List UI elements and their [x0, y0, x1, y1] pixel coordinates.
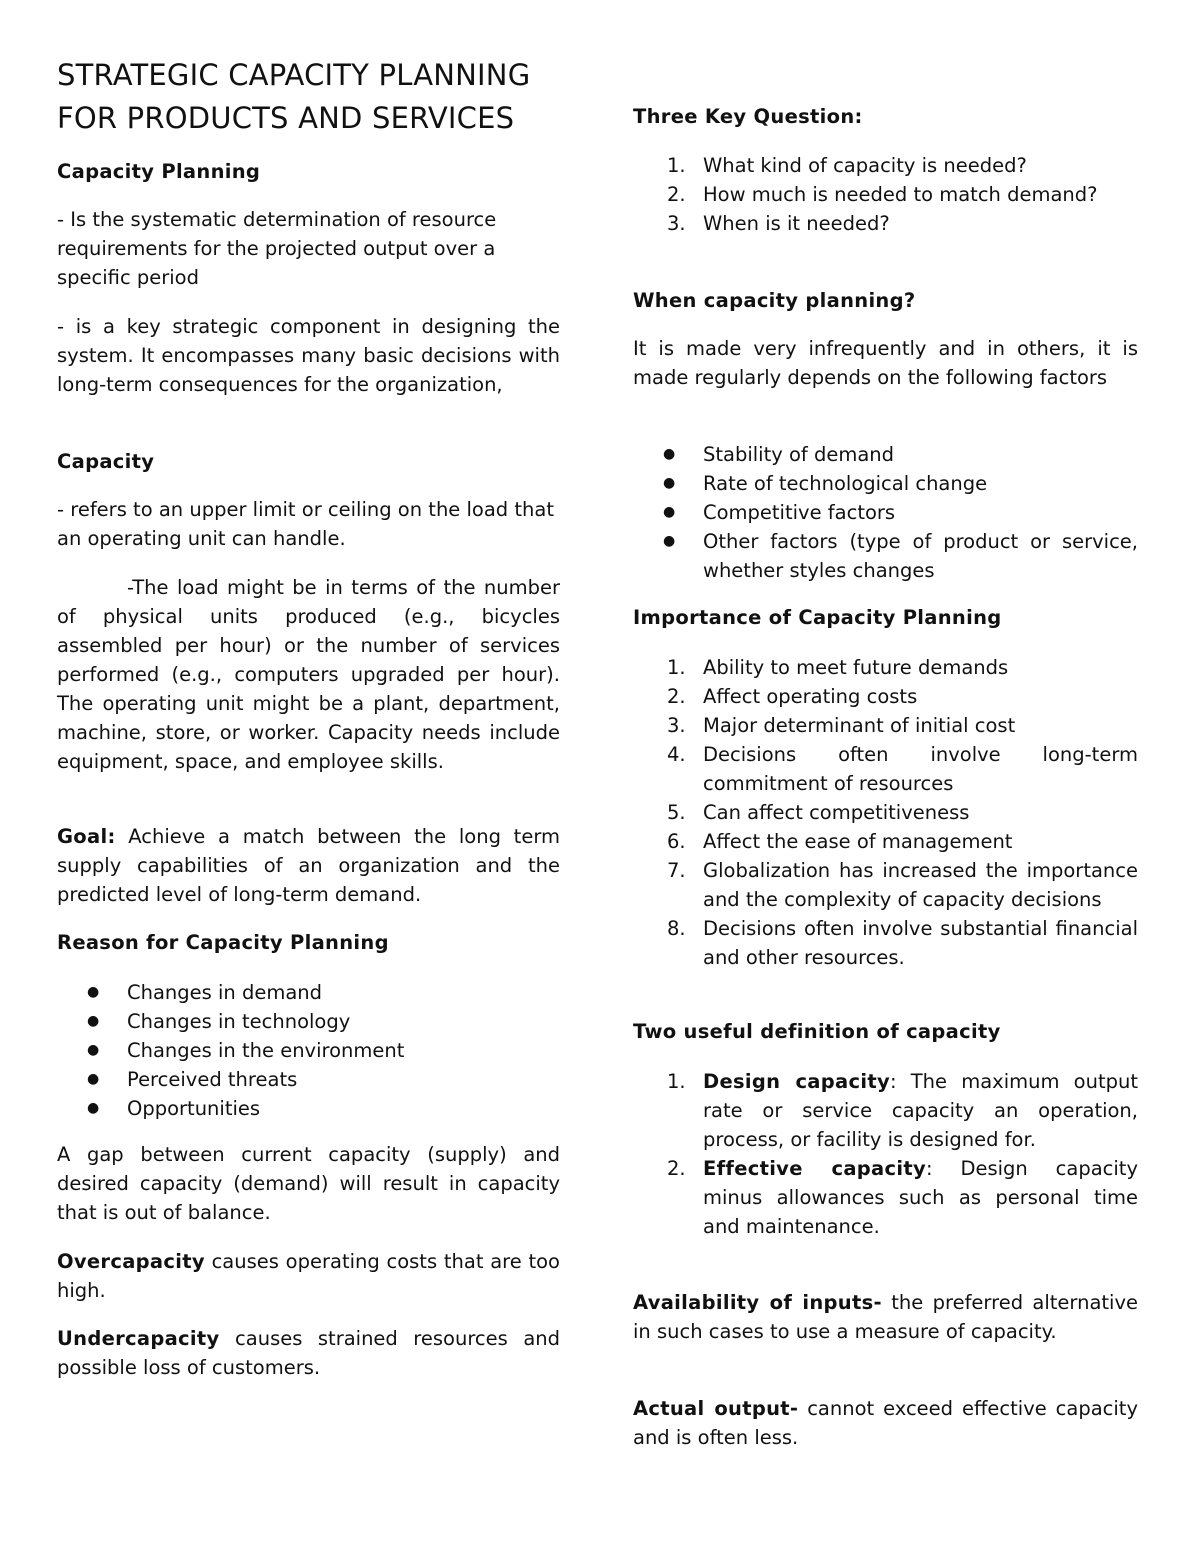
list-item: ● Perceived threats	[57, 1065, 560, 1094]
capacity-heading: Capacity	[57, 450, 155, 473]
capacity-load-description: -The load might be in terms of the number of physical units produced (e.g., bicycles assembled per hour) or the number of services performed (e.g., computers upgraded per hour). The operating unit might be a plant, department, machine, store, or worker. Capacity needs include equipment, space, and employee skills.	[57, 576, 560, 773]
capacity-planning-strategic: - is a key strategic component in designing the system. It encompasses many basic decisions with long-term consequences for the organization,	[57, 315, 560, 396]
overcapacity-text: causes operating costs that are too high.	[57, 1250, 560, 1302]
three-key-heading: Three Key Question:	[633, 105, 863, 128]
title-line-2: FOR PRODUCTS AND SERVICES	[57, 101, 515, 135]
list-item: 3. Major determinant of initial cost	[667, 714, 1016, 737]
reason-heading: Reason for Capacity Planning	[57, 931, 389, 954]
three-key-list	[633, 151, 1138, 238]
list-item: ● Changes in the environment	[57, 1036, 560, 1065]
capacity-definition: - refers to an upper limit or ceiling on the load that an operating unit can handle.	[57, 498, 554, 550]
title-line-1: STRATEGIC CAPACITY PLANNING	[57, 58, 531, 92]
actual-output-paragraph	[633, 1394, 1138, 1452]
list-item: 6. Affect the ease of management	[667, 830, 1013, 853]
list-item: 2. Affect operating costs	[667, 685, 918, 708]
list-item: ● Changes in technology	[57, 1007, 560, 1036]
availability-text: the preferred alternative in such cases to use a measure of capacity.	[633, 1291, 1139, 1343]
goal-label: Goal:	[57, 825, 116, 848]
importance-list	[633, 653, 1138, 972]
gap-paragraph: A gap between current capacity (supply) and desired capacity (demand) will result in capacity that is out of balance.	[57, 1143, 560, 1224]
undercapacity-label: Undercapacity	[57, 1327, 220, 1350]
definitions-heading: Two useful definition of capacity	[633, 1020, 1001, 1043]
list-item: ● Changes in demand	[57, 978, 560, 1007]
availability-label: Availability of inputs-	[633, 1291, 882, 1314]
list-item: ● Rate of technological change	[633, 469, 1138, 498]
list-item: ● Competitive factors	[633, 498, 1138, 527]
list-item: 1. What kind of capacity is needed?	[667, 154, 1027, 177]
reason-list	[57, 978, 560, 1123]
actual-output-label: Actual output-	[633, 1397, 799, 1420]
list-item: 5. Can affect competitiveness	[667, 801, 970, 824]
list-item: 7. Globalization has increased the importance and the complexity of capacity decisions	[667, 859, 1138, 911]
list-item: 1. Ability to meet future demands	[667, 656, 1009, 679]
when-heading: When capacity planning?	[633, 289, 916, 312]
list-item: 8. Decisions often involve substantial financial and other resources.	[667, 917, 1138, 969]
capacity-planning-definition: - Is the systematic determination of resource requirements for the projected output over a specific period	[57, 208, 497, 289]
list-item: ● Other factors (type of product or service, whether styles changes	[633, 527, 1138, 585]
importance-heading: Importance of Capacity Planning	[633, 606, 1002, 629]
overcapacity-label: Overcapacity	[57, 1250, 205, 1273]
capacity-planning-heading: Capacity Planning	[57, 160, 261, 183]
when-intro: It is made very infrequently and in others, it is made regularly depends on the following factors	[633, 337, 1138, 389]
list-item: 1. Design capacity: The maximum output rate or service capacity an operation, process, or facility is designed for.	[667, 1070, 1138, 1151]
list-item: ● Opportunities	[57, 1094, 560, 1123]
goal-text: Achieve a match between the long term supply capabilities of an organization and the predicted level of long-term demand.	[57, 825, 560, 906]
list-item: 2. How much is needed to match demand?	[667, 183, 1098, 206]
list-item: 4. Decisions often involve long-term commitment of resources	[667, 743, 1138, 795]
availability-paragraph	[633, 1288, 1138, 1346]
when-factors-list	[633, 440, 1138, 585]
overcapacity-paragraph	[57, 1247, 560, 1305]
undercapacity-paragraph	[57, 1324, 560, 1382]
list-item: 3. When is it needed?	[667, 212, 890, 235]
actual-output-text: cannot exceed effective capacity and is often less.	[633, 1397, 1138, 1449]
goal-paragraph	[57, 822, 560, 909]
design-capacity-term: Design capacity	[703, 1070, 890, 1093]
effective-capacity-term: Effective capacity	[703, 1157, 926, 1180]
definitions-list	[633, 1067, 1138, 1241]
list-item: 2. Effective capacity: Design capacity minus allowances such as personal time and maintenance.	[667, 1157, 1138, 1238]
undercapacity-text: causes strained resources and possible loss of customers.	[57, 1327, 560, 1379]
document-title	[57, 54, 530, 140]
list-item: ● Stability of demand	[633, 440, 1138, 469]
